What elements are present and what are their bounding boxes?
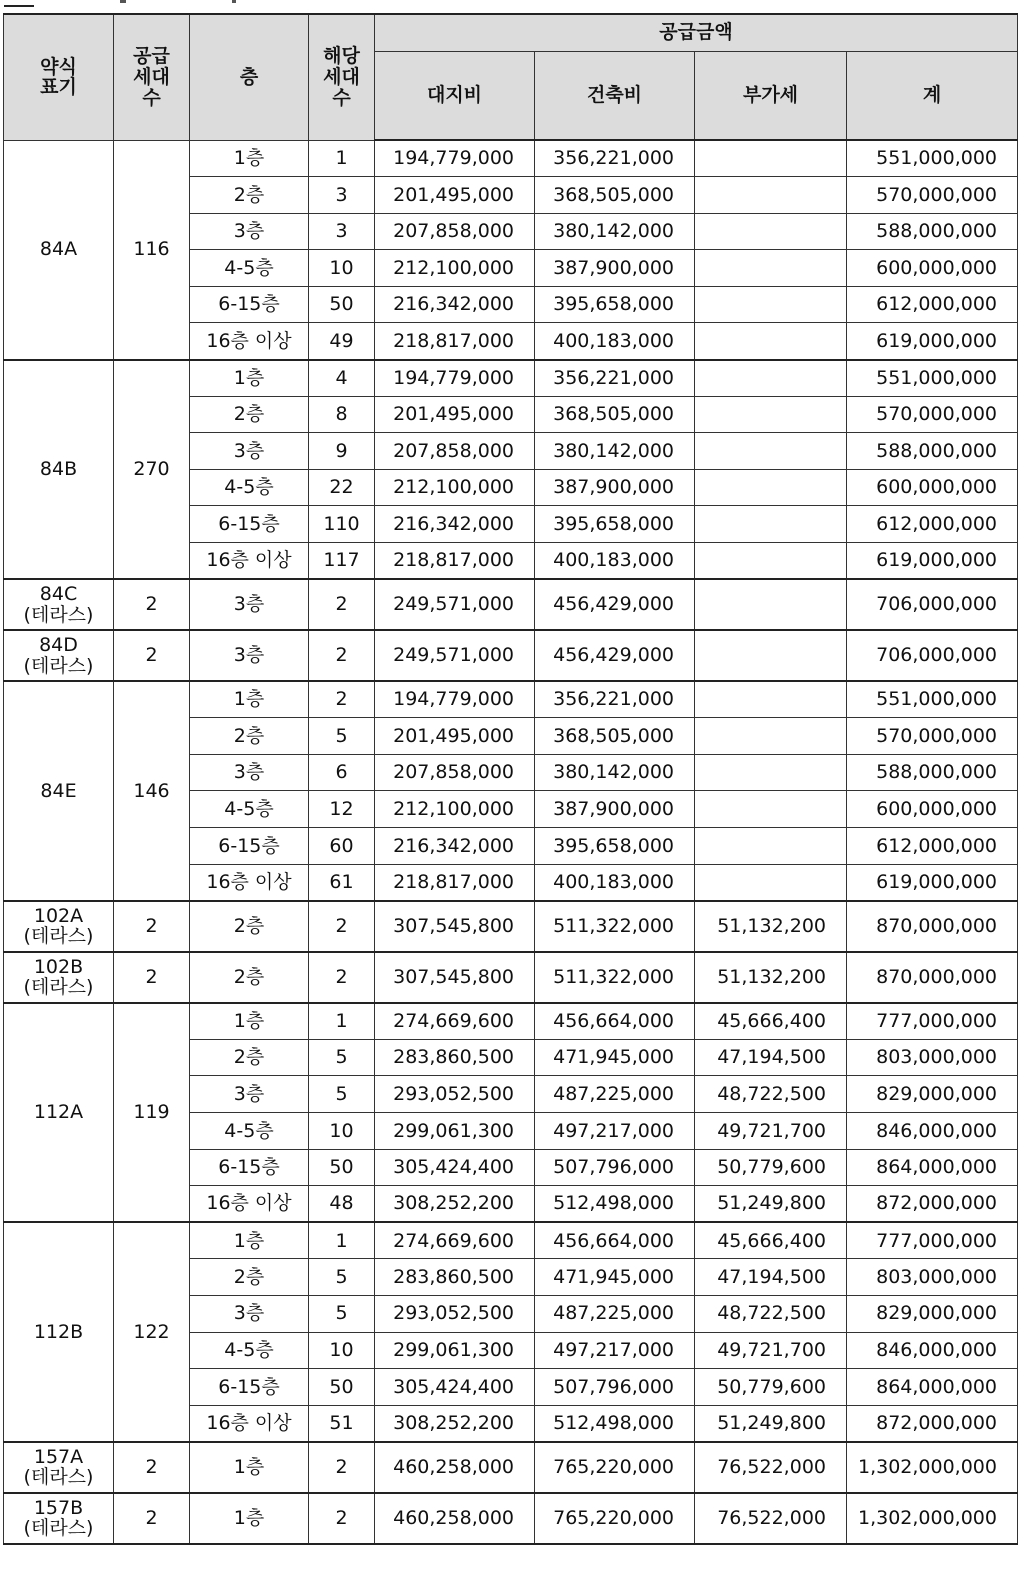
cell-land: 207,858,000 (375, 433, 535, 470)
cell-building: 387,900,000 (535, 791, 695, 828)
cell-floor: 16층 이상 (190, 864, 309, 901)
cell-total: 600,000,000 (847, 791, 1018, 828)
cell-building: 471,945,000 (535, 1039, 695, 1076)
header-vat: 부가세 (695, 51, 847, 140)
cell-supply-units: 2 (114, 952, 190, 1003)
cell-vat (695, 828, 847, 865)
cell-units: 8 (309, 396, 375, 433)
cropped-text-fragment (232, 0, 236, 3)
table-row (4, 579, 1018, 630)
cell-land: 283,860,500 (375, 1039, 535, 1076)
cell-building: 512,498,000 (535, 1186, 695, 1223)
cell-vat (695, 864, 847, 901)
cell-vat (695, 323, 847, 360)
cell-total: 870,000,000 (847, 952, 1018, 1003)
cell-units: 3 (309, 213, 375, 250)
cell-floor: 2층 (190, 901, 309, 952)
header-building: 건축비 (535, 51, 695, 140)
cell-land: 293,052,500 (375, 1076, 535, 1113)
cell-type: 102A (테라스) (4, 901, 114, 952)
cell-vat (695, 543, 847, 580)
cell-units: 61 (309, 864, 375, 901)
cell-units: 1 (309, 140, 375, 177)
table-row (4, 952, 1018, 1003)
cell-building: 511,322,000 (535, 952, 695, 1003)
cell-total: 864,000,000 (847, 1149, 1018, 1186)
cell-land: 194,779,000 (375, 681, 535, 718)
cell-land: 212,100,000 (375, 469, 535, 506)
header-land: 대지비 (375, 51, 535, 140)
cell-vat: 51,132,200 (695, 952, 847, 1003)
cell-supply-units: 2 (114, 630, 190, 681)
header-total: 계 (847, 51, 1018, 140)
cell-land: 216,342,000 (375, 506, 535, 543)
cell-units: 117 (309, 543, 375, 580)
cell-units: 49 (309, 323, 375, 360)
cell-floor: 16층 이상 (190, 1405, 309, 1442)
cell-building: 507,796,000 (535, 1149, 695, 1186)
cell-units: 5 (309, 718, 375, 755)
table-row (4, 1493, 1018, 1544)
cell-total: 570,000,000 (847, 718, 1018, 755)
cell-land: 216,342,000 (375, 286, 535, 323)
cropped-bullet-mark (4, 0, 34, 7)
cell-vat: 51,249,800 (695, 1186, 847, 1223)
cell-land: 249,571,000 (375, 630, 535, 681)
cell-vat (695, 791, 847, 828)
cell-floor: 4-5층 (190, 469, 309, 506)
cell-total: 570,000,000 (847, 396, 1018, 433)
cell-floor: 1층 (190, 140, 309, 177)
cell-building: 380,142,000 (535, 213, 695, 250)
cell-building: 400,183,000 (535, 323, 695, 360)
table-row (4, 1222, 1018, 1259)
header-units: 해당 세대 수 (309, 14, 375, 140)
cell-floor: 4-5층 (190, 791, 309, 828)
cell-land: 460,258,000 (375, 1442, 535, 1493)
cell-building: 765,220,000 (535, 1442, 695, 1493)
cell-floor: 3층 (190, 213, 309, 250)
cell-units: 9 (309, 433, 375, 470)
cell-total: 803,000,000 (847, 1039, 1018, 1076)
cell-total: 803,000,000 (847, 1259, 1018, 1296)
cell-building: 512,498,000 (535, 1405, 695, 1442)
cell-land: 305,424,400 (375, 1369, 535, 1406)
cell-vat (695, 579, 847, 630)
cell-total: 588,000,000 (847, 213, 1018, 250)
cell-type: 112B (4, 1222, 114, 1442)
cell-total: 600,000,000 (847, 469, 1018, 506)
cell-land: 207,858,000 (375, 754, 535, 791)
cell-type: 84B (4, 360, 114, 580)
cell-vat (695, 250, 847, 287)
table-row (4, 1003, 1018, 1040)
cell-building: 456,429,000 (535, 630, 695, 681)
cell-floor: 1층 (190, 1003, 309, 1040)
cell-building: 765,220,000 (535, 1493, 695, 1544)
cell-total: 864,000,000 (847, 1369, 1018, 1406)
cell-type: 157B (테라스) (4, 1493, 114, 1544)
cell-supply-units: 122 (114, 1222, 190, 1442)
cell-land: 201,495,000 (375, 177, 535, 214)
supply-price-table (3, 13, 1018, 1545)
cell-vat: 49,721,700 (695, 1332, 847, 1369)
cell-vat: 50,779,600 (695, 1369, 847, 1406)
cell-units: 3 (309, 177, 375, 214)
cell-total: 1,302,000,000 (847, 1493, 1018, 1544)
cell-floor: 3층 (190, 433, 309, 470)
cell-floor: 3층 (190, 1295, 309, 1332)
cell-floor: 6-15층 (190, 828, 309, 865)
cell-floor: 3층 (190, 754, 309, 791)
cell-supply-units: 2 (114, 901, 190, 952)
cell-floor: 16층 이상 (190, 1186, 309, 1223)
cell-units: 4 (309, 360, 375, 397)
cell-type: 157A (테라스) (4, 1442, 114, 1493)
cell-vat (695, 286, 847, 323)
cell-floor: 1층 (190, 360, 309, 397)
cell-building: 487,225,000 (535, 1076, 695, 1113)
header-supply-units: 공급 세대 수 (114, 14, 190, 140)
cell-building: 456,664,000 (535, 1222, 695, 1259)
cell-units: 2 (309, 1442, 375, 1493)
cell-units: 2 (309, 1493, 375, 1544)
cell-land: 201,495,000 (375, 718, 535, 755)
cell-total: 870,000,000 (847, 901, 1018, 952)
cell-building: 456,429,000 (535, 579, 695, 630)
table-body (4, 140, 1018, 1544)
cell-total: 619,000,000 (847, 543, 1018, 580)
cell-floor: 2층 (190, 718, 309, 755)
cell-land: 308,252,200 (375, 1405, 535, 1442)
cell-building: 356,221,000 (535, 681, 695, 718)
cell-building: 395,658,000 (535, 286, 695, 323)
cell-floor: 2층 (190, 1039, 309, 1076)
cell-vat (695, 754, 847, 791)
cell-land: 218,817,000 (375, 323, 535, 360)
cell-units: 1 (309, 1003, 375, 1040)
cell-supply-units: 2 (114, 1442, 190, 1493)
cell-units: 1 (309, 1222, 375, 1259)
cell-floor: 2층 (190, 177, 309, 214)
cell-vat (695, 177, 847, 214)
cell-type: 112A (4, 1003, 114, 1223)
cell-floor: 4-5층 (190, 1332, 309, 1369)
cell-total: 551,000,000 (847, 140, 1018, 177)
cell-units: 110 (309, 506, 375, 543)
cell-units: 10 (309, 1332, 375, 1369)
cell-vat (695, 630, 847, 681)
cell-land: 460,258,000 (375, 1493, 535, 1544)
cell-building: 368,505,000 (535, 177, 695, 214)
cell-units: 2 (309, 630, 375, 681)
cell-total: 777,000,000 (847, 1003, 1018, 1040)
cell-land: 249,571,000 (375, 579, 535, 630)
cell-supply-units: 146 (114, 681, 190, 901)
cell-floor: 3층 (190, 630, 309, 681)
cell-floor: 4-5층 (190, 1112, 309, 1149)
cell-building: 487,225,000 (535, 1295, 695, 1332)
table-row (4, 901, 1018, 952)
cell-land: 299,061,300 (375, 1332, 535, 1369)
cell-total: 588,000,000 (847, 433, 1018, 470)
table-row (4, 681, 1018, 718)
cell-land: 307,545,800 (375, 952, 535, 1003)
cell-type: 84E (4, 681, 114, 901)
cell-total: 619,000,000 (847, 864, 1018, 901)
cell-building: 368,505,000 (535, 718, 695, 755)
cell-vat: 51,132,200 (695, 901, 847, 952)
cell-floor: 6-15층 (190, 1369, 309, 1406)
table-row (4, 1442, 1018, 1493)
header-floor: 층 (190, 14, 309, 140)
header-type: 약식 표기 (4, 14, 114, 140)
cell-floor: 3층 (190, 1076, 309, 1113)
cell-total: 872,000,000 (847, 1405, 1018, 1442)
cell-floor: 6-15층 (190, 506, 309, 543)
cell-vat (695, 140, 847, 177)
cell-total: 846,000,000 (847, 1112, 1018, 1149)
cell-vat (695, 213, 847, 250)
cell-land: 218,817,000 (375, 864, 535, 901)
cell-total: 612,000,000 (847, 286, 1018, 323)
cell-building: 387,900,000 (535, 469, 695, 506)
cell-floor: 6-15층 (190, 286, 309, 323)
cell-floor: 1층 (190, 1222, 309, 1259)
cell-type: 102B (테라스) (4, 952, 114, 1003)
cell-land: 194,779,000 (375, 140, 535, 177)
cell-vat (695, 360, 847, 397)
table-header (4, 14, 1018, 140)
cell-units: 60 (309, 828, 375, 865)
cell-land: 299,061,300 (375, 1112, 535, 1149)
cell-building: 380,142,000 (535, 754, 695, 791)
cell-supply-units: 2 (114, 1493, 190, 1544)
cell-supply-units: 2 (114, 579, 190, 630)
cell-supply-units: 116 (114, 140, 190, 360)
cell-land: 293,052,500 (375, 1295, 535, 1332)
cell-land: 216,342,000 (375, 828, 535, 865)
cell-total: 846,000,000 (847, 1332, 1018, 1369)
cell-supply-units: 270 (114, 360, 190, 580)
cell-total: 777,000,000 (847, 1222, 1018, 1259)
cell-total: 588,000,000 (847, 754, 1018, 791)
cell-vat: 76,522,000 (695, 1442, 847, 1493)
cell-floor: 6-15층 (190, 1149, 309, 1186)
cell-land: 212,100,000 (375, 791, 535, 828)
cell-land: 194,779,000 (375, 360, 535, 397)
cell-building: 395,658,000 (535, 828, 695, 865)
cell-building: 356,221,000 (535, 360, 695, 397)
cell-total: 829,000,000 (847, 1295, 1018, 1332)
cell-building: 497,217,000 (535, 1332, 695, 1369)
cell-type: 84D (테라스) (4, 630, 114, 681)
cell-units: 10 (309, 250, 375, 287)
cell-building: 387,900,000 (535, 250, 695, 287)
cell-units: 2 (309, 901, 375, 952)
cell-vat: 48,722,500 (695, 1295, 847, 1332)
cell-units: 2 (309, 952, 375, 1003)
cell-vat (695, 433, 847, 470)
cell-building: 456,664,000 (535, 1003, 695, 1040)
cell-total: 872,000,000 (847, 1186, 1018, 1223)
cell-vat: 49,721,700 (695, 1112, 847, 1149)
cell-units: 5 (309, 1295, 375, 1332)
cell-land: 274,669,600 (375, 1003, 535, 1040)
cell-floor: 1층 (190, 681, 309, 718)
table-row (4, 630, 1018, 681)
cell-total: 829,000,000 (847, 1076, 1018, 1113)
cell-building: 395,658,000 (535, 506, 695, 543)
table-row (4, 360, 1018, 397)
cell-land: 305,424,400 (375, 1149, 535, 1186)
cell-land: 207,858,000 (375, 213, 535, 250)
cropped-text-fragment (120, 0, 126, 3)
cell-building: 380,142,000 (535, 433, 695, 470)
cell-total: 706,000,000 (847, 630, 1018, 681)
cell-units: 2 (309, 681, 375, 718)
cell-units: 5 (309, 1259, 375, 1296)
cell-supply-units: 119 (114, 1003, 190, 1223)
cell-type: 84A (4, 140, 114, 360)
cell-land: 283,860,500 (375, 1259, 535, 1296)
cell-vat: 45,666,400 (695, 1003, 847, 1040)
cell-total: 1,302,000,000 (847, 1442, 1018, 1493)
cell-floor: 3층 (190, 579, 309, 630)
cell-vat: 48,722,500 (695, 1076, 847, 1113)
cell-building: 356,221,000 (535, 140, 695, 177)
cell-total: 551,000,000 (847, 360, 1018, 397)
cell-floor: 16층 이상 (190, 543, 309, 580)
cell-vat (695, 681, 847, 718)
cell-building: 511,322,000 (535, 901, 695, 952)
cell-units: 10 (309, 1112, 375, 1149)
cell-units: 12 (309, 791, 375, 828)
cell-units: 5 (309, 1076, 375, 1113)
cell-total: 612,000,000 (847, 506, 1018, 543)
cell-units: 48 (309, 1186, 375, 1223)
cropped-header-fragment (0, 0, 1030, 12)
cell-floor: 4-5층 (190, 250, 309, 287)
cell-floor: 2층 (190, 396, 309, 433)
cell-units: 22 (309, 469, 375, 506)
cell-units: 50 (309, 286, 375, 323)
cell-land: 274,669,600 (375, 1222, 535, 1259)
cell-units: 51 (309, 1405, 375, 1442)
cell-floor: 1층 (190, 1493, 309, 1544)
cell-floor: 2층 (190, 1259, 309, 1296)
cell-building: 400,183,000 (535, 543, 695, 580)
cell-units: 50 (309, 1369, 375, 1406)
cell-total: 600,000,000 (847, 250, 1018, 287)
cell-units: 2 (309, 579, 375, 630)
cell-vat (695, 396, 847, 433)
cell-total: 706,000,000 (847, 579, 1018, 630)
cell-vat: 45,666,400 (695, 1222, 847, 1259)
cell-total: 612,000,000 (847, 828, 1018, 865)
cell-units: 5 (309, 1039, 375, 1076)
cell-building: 400,183,000 (535, 864, 695, 901)
cell-vat: 50,779,600 (695, 1149, 847, 1186)
cell-floor: 2층 (190, 952, 309, 1003)
cell-building: 471,945,000 (535, 1259, 695, 1296)
cell-vat (695, 718, 847, 755)
cell-vat: 51,249,800 (695, 1405, 847, 1442)
cell-land: 201,495,000 (375, 396, 535, 433)
table-row (4, 140, 1018, 177)
cell-floor: 1층 (190, 1442, 309, 1493)
cell-vat (695, 469, 847, 506)
cell-land: 218,817,000 (375, 543, 535, 580)
cell-units: 50 (309, 1149, 375, 1186)
cell-vat: 76,522,000 (695, 1493, 847, 1544)
cell-land: 212,100,000 (375, 250, 535, 287)
header-supply-price: 공급금액 (375, 14, 1018, 51)
cell-total: 570,000,000 (847, 177, 1018, 214)
cell-type: 84C (테라스) (4, 579, 114, 630)
cell-building: 507,796,000 (535, 1369, 695, 1406)
cell-land: 307,545,800 (375, 901, 535, 952)
cell-total: 551,000,000 (847, 681, 1018, 718)
cell-floor: 16층 이상 (190, 323, 309, 360)
cell-total: 619,000,000 (847, 323, 1018, 360)
cell-vat: 47,194,500 (695, 1039, 847, 1076)
cell-land: 308,252,200 (375, 1186, 535, 1223)
cell-building: 497,217,000 (535, 1112, 695, 1149)
cell-units: 6 (309, 754, 375, 791)
cell-vat: 47,194,500 (695, 1259, 847, 1296)
cell-vat (695, 506, 847, 543)
cell-building: 368,505,000 (535, 396, 695, 433)
